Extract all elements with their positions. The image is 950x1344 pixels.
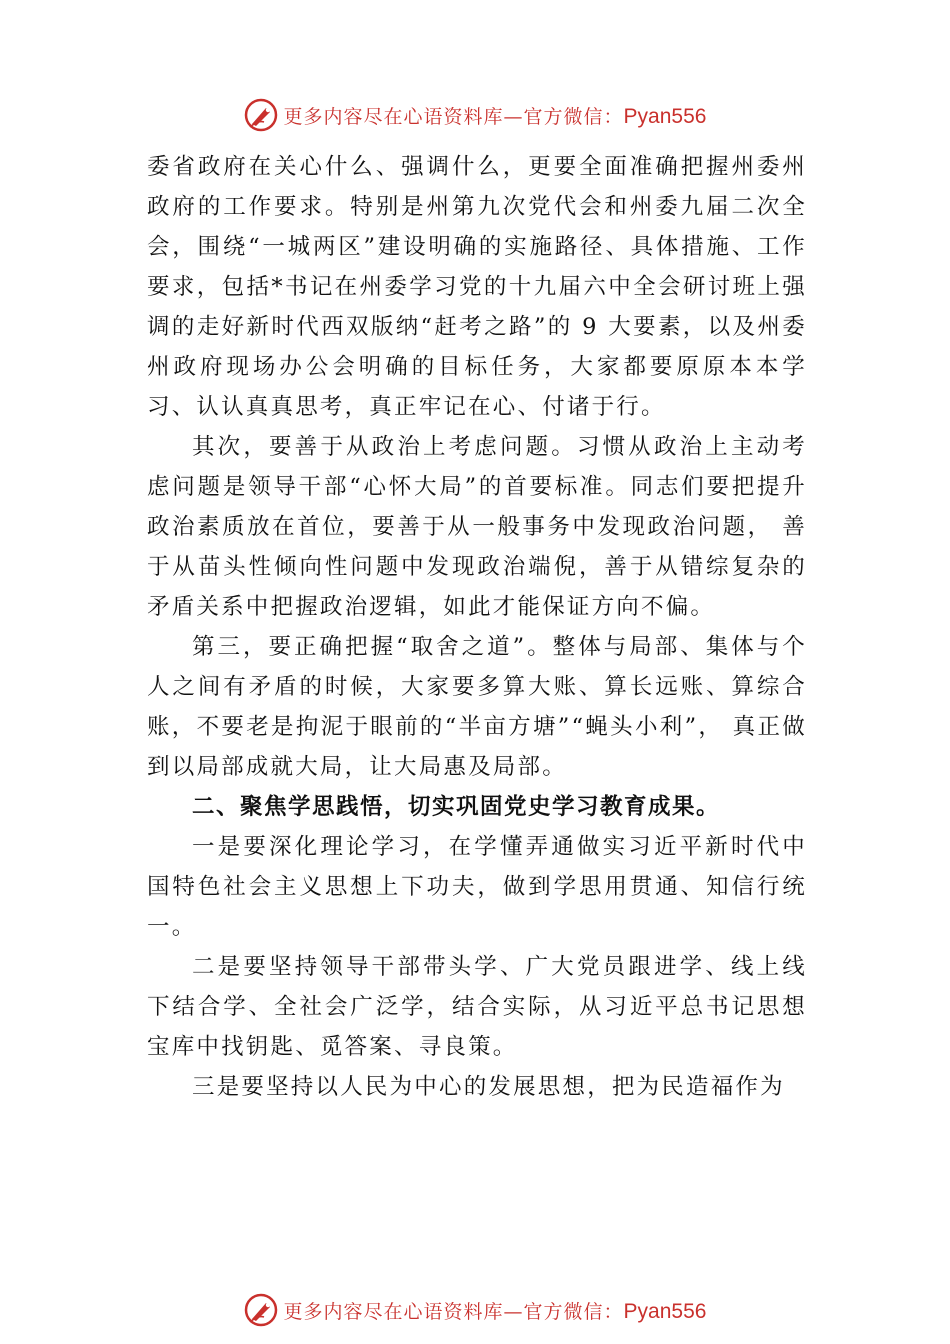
watermark-text: 更多内容尽在心语资料库—官方微信：Pyan556: [283, 1299, 707, 1323]
paragraph-continuation: 委省政府在关心什么、强调什么，更要全面准确把握州委州政府的工作要求。特别是州第九次党代会和州委九届二次全会，围绕“一城两区”建设明确的实施路径、具体措施、工作要求，包括*书记在州委学习党的十九届六中全会研讨班上强调的走好新时代西双版纳“赶考之路”的 9 大要素，以及州委州政府现场办公会明确的目标任务，大家都要原原本本学习、认认真真思考，真正牢记在心、付诸于行。: [147, 154, 807, 420]
watermark-text: 更多内容尽在心语资料库—官方微信：Pyan556: [283, 104, 707, 128]
paragraph-point-three: 三是要坚持以人民为中心的发展思想，把为民造福作为: [192, 1074, 785, 1100]
watermark-header: [0, 95, 950, 135]
paragraph-third: 第三，要正确把握“取舍之道”。整体与局部、集体与个人之间有矛盾的时候，大家要多算大账、算长远账、算综合账，不要老是拘泥于眼前的“半亩方塘”“蝇头小利”， 真正做到以局部成就大局，让大局惠及局部。: [147, 634, 807, 780]
watermark-footer: [0, 1290, 950, 1330]
fountain-pen-icon: [244, 1293, 278, 1327]
section-heading: 二、聚焦学思践悟，切实巩固党史学习教育成果。: [192, 794, 721, 820]
paragraph-second: 其次，要善于从政治上考虑问题。习惯从政治上主动考虑问题是领导干部“心怀大局”的首要标准。同志们要把提升政治素质放在首位，要善于从一般事务中发现政治问题， 善于从苗头性倾向性问题中发现政治端倪，善于从错综复杂的矛盾关系中把握政治逻辑，如此才能保证方向不偏。: [147, 434, 807, 620]
document-body: [147, 147, 807, 1107]
fountain-pen-icon: [244, 98, 278, 132]
wechat-id: Pyan556: [623, 1299, 707, 1323]
paragraph-point-one: 一是要深化理论学习，在学懂弄通做实习近平新时代中国特色社会主义思想上下功夫，做到学思用贯通、知信行统一。: [147, 834, 807, 940]
paragraph-point-two: 二是要坚持领导干部带头学、广大党员跟进学、线上线下结合学、全社会广泛学，结合实际，从习近平总书记思想宝库中找钥匙、觅答案、寻良策。: [147, 954, 807, 1060]
wechat-id: Pyan556: [623, 104, 707, 128]
